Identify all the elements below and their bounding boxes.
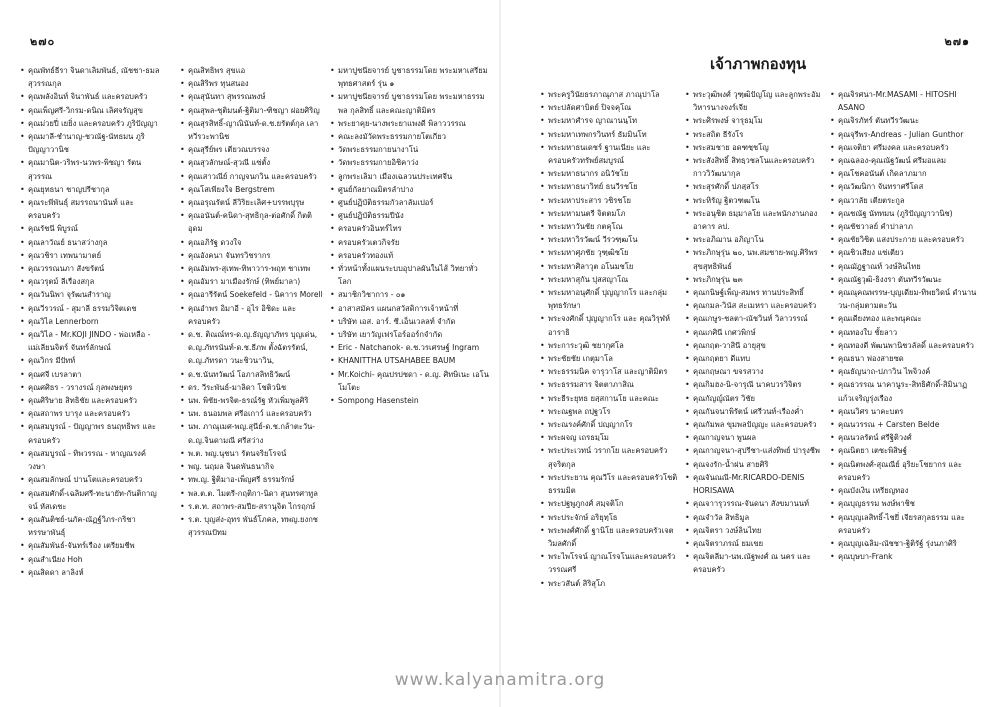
- donor-list-item: • คุณจิรศนา-Mr.MASAMI - HITOSHI ASANO: [830, 88, 980, 114]
- donor-list-item: • คุณนิตพงศ์-สุณณีย์ อุริยะโชยากร และ ครอบครัว: [830, 458, 980, 484]
- donor-list-item: • ร.ต. บุญส่ง-อุทร พันธ์โภคล, ทพญ.ยงกช สุวรรณปัทม: [180, 513, 325, 539]
- donor-list-item: • พระวสันต์ สิริสุโภ: [540, 577, 680, 590]
- donor-list-item: • คุณวันนิพา จุรัฒนสำราญ: [20, 288, 160, 301]
- donor-list-item: • คุณอัมรา มาเมืองรักษ์ (ทิพย์มาลา): [180, 275, 325, 288]
- donor-list-item: • พระผจญ เถรธมฺโม: [540, 431, 680, 444]
- donor-list-item: • พระจงศักดิ์ ปุญญากโร และ คุณวิรุฬห์ อาราธิ: [540, 312, 680, 338]
- donor-list-item: • พระมหาศุภชัย วุฑฺฒิชโย: [540, 246, 680, 259]
- donor-list-item: • บริษัท เอส. อาร์. ซี.เอ็นเวลลท์ จำกัด: [330, 315, 490, 328]
- donor-list-item: • คุณสมบูรณ์ - ปัญญาพร ธนฤทธิพร และ ครอบครัว: [20, 420, 160, 446]
- donor-list-item: • คุณจุรีพร-Andreas - Julian Gunthor: [830, 128, 980, 141]
- donor-list-item: • พระไพโรจน์ ญาณโรจโนและครอบครัววรรณศรี: [540, 550, 680, 576]
- donor-list-item: • คุณสุรีย์พร เตียวณบรรจง: [180, 143, 325, 156]
- left-column-1: [20, 64, 160, 579]
- donor-list-item: • มหาปูชนียจารย์ บูชาธรรมโดย พระมหาเสรียมพุทธศาสตร์ รุ่น ๑: [330, 64, 490, 90]
- donor-list-item: • คุณม่วยปี่ เยยิ่ง และครอบครัว ภูริปัญญา: [20, 117, 160, 130]
- left-column-2: [180, 64, 325, 539]
- donor-list-item: • คุณจาารุวรรณ-จันดนา สังขมานนท์: [685, 497, 825, 510]
- donor-list-item: • คุณนิตยา เตชะพิสิษฐ์: [830, 444, 980, 457]
- donor-list-item: • คุณกัมพล ขุมพลปัญญะ และครอบครัว: [685, 418, 825, 431]
- donor-list-item: • คุณชัยวิชิต แสงประกาย และครอบครัว: [830, 233, 980, 246]
- donor-list-item: • คุณวรุตม์ ลีเรืองสกุล: [20, 275, 160, 288]
- donor-list-item: • คุณสมลักษณ์ ปานโตและครอบครัว: [20, 473, 160, 486]
- donor-list-item: • คุณเกศินี เกศวพิกษ์: [685, 326, 825, 339]
- donor-list-item: • คุณสุรสิทธิ์-ญาณินันท์-ด.ช.ยรัตต์กุล เลาหวีรวะพานิช: [180, 117, 325, 143]
- donor-list-item: • มหาปูชนียจารย์ บูชาธรรมโดย พระมหาธรรมพล กุลสิทธิ์ และคณะญาติมิตร: [330, 90, 490, 116]
- donor-list-item: • คุณวัฒนิกา จันทราศรีโดส: [830, 180, 980, 193]
- donor-list-item: • คุณอารีรัตน์ Soekefeld - นิคาาร Morell: [180, 288, 325, 301]
- donor-list-item: • พระภิกษุรุ่น ๒๓: [685, 273, 825, 286]
- donor-list-item: • บริษัท เยาวัญเฟรโอร์ออร์กจำกัด: [330, 328, 490, 341]
- donor-list-item: • นพ. พิชัย-พรจิต-ธรณ์รัฐ หัวเพิ่มพูลศิริ: [180, 394, 325, 407]
- donor-list-item: • คุณวิกร มีปัทท์: [20, 354, 160, 367]
- donor-list-item: • คุณอำพร อิมาอี - อุไร อิชิดะ และครอบครัว: [180, 302, 325, 328]
- donor-list-item: • คุณเพ็ญศรี-วิกรม-ดนิณ เลิศจรัญสุข: [20, 104, 160, 117]
- donor-list-item: • คุณกิมฮง-นิ-จารุณี นาคบวรวิจิตร: [685, 378, 825, 391]
- donor-list-item: • ครอบครัวทองแท้: [330, 249, 490, 262]
- donor-list-item: • วัดพระธรรมกายนางาโน่: [330, 143, 490, 156]
- donor-list-item: • พระวุฒิพงศ์ วุฑฺฒิปัญโญ และลูกพระอัมวิหารนางจงร์เจีย: [685, 88, 825, 114]
- donor-list-item: • คุณเกษูร-ชลตา-ณัชวินท์ วิลาวรรณ์: [685, 312, 825, 325]
- donor-list-item: • พระสังสิทธิ์ สิทธฺวชลโนและครอบครัวกาววิวัฒนากุล: [685, 154, 825, 180]
- donor-list-item: • ด.ช. ติณณ์ทร-ด.ญ.ธัญญาภัทร บุญเด่น, ด.ญ.ภัทรนันท์-ด.ช.ธีภพ ตั้งฉัตรรัตน์, ด.ญ.ภัทรดา วนะชิวนาวิน,: [180, 328, 325, 368]
- donor-list-item: • คุณสัมพันธ์-จันทร์เรือง เตรียมชีพ: [20, 539, 160, 552]
- donor-list-item: • คุณฌัฎฐาณท์ วงษ์ลินไทย: [830, 260, 980, 273]
- donor-list-item: • Sompong Hasenstein: [330, 394, 490, 407]
- donor-list-item: • คุณธวรรณ นาคานูระ-สิทธิศักดิ์-สิมินาฏ แก้วเจริญรุ่งเรือง: [830, 378, 980, 404]
- donor-list-item: • คุณชัชวาลย์ คำปาลาภ: [830, 220, 980, 233]
- donor-list-item: • พระศิรพงษ์ จารุธมฺโม: [685, 114, 825, 127]
- donor-list-item: • คุณโชคอนันต์ เกิดลาภมาก: [830, 167, 980, 180]
- donor-list-item: • ร.ต.ท. สถาพร-สมปีย-สรานุจิต ไกรฤกษ์: [180, 500, 325, 513]
- donor-list-item: • คุณจงรัก-น้ำฝน สายศิริ: [685, 458, 825, 471]
- donor-list-item: • คุณสิทธิพร สุขแอ: [180, 64, 325, 77]
- donor-list-item: • ดร. วีระพันธ์-มาลิดา โชติวนิช: [180, 381, 325, 394]
- donor-list-item: • พระประเวทน์ วรากโย และครอบครัวสุจริตกุล: [540, 444, 680, 470]
- donor-list-item: • คุณโสเพียงใจ Bergstrem: [180, 183, 325, 196]
- donor-list-item: • คุณกมล-วินัส สะเมหรา และครอบครัว: [685, 299, 825, 312]
- donor-list-item: • คุณนวลรัตน์ ศรีฐิติวงศ์: [830, 431, 980, 444]
- right-column-2: [685, 88, 825, 577]
- donor-list-item: • พระมหาธนากร อนิวัชโย: [540, 167, 680, 180]
- donor-list-item: • คุณวิไล - Mr.KOJI JINDO - พ่อเหลือ - แม่เลียนจิตร์ จันทร์ลักษณ์: [20, 328, 160, 354]
- donor-list-item: • คุณสุวลักษณ์-สุวณี แซ่ตั้ง: [180, 156, 325, 169]
- donor-list-item: • คุณจันณณี-Mr.RICARDO-DENIS HORISAWA: [685, 471, 825, 497]
- donor-list-item: • คุณบุษบา-Frank: [830, 550, 980, 563]
- donor-list-item: • คุณสันติชย์-นภัค-ณัฏฐ์วิภร-กริชา หรรษาพันธุ์: [20, 513, 160, 539]
- donor-list-item: • พระอนุชิต ธมฺมาลโย และพนักงานกองอาคาร ลป.: [685, 207, 825, 233]
- donor-list-item: • พระธีระยุทธ ยสฺสกานโย และคณะ: [540, 392, 680, 405]
- donor-list-item: • พระการะวุฒิ ชยากุศโล: [540, 339, 680, 352]
- donor-list-item: • ด.ช.นันทวัฒน์ โอภาสลิทธิวัฒน์: [180, 368, 325, 381]
- watermark: www.kalyanamitra.org: [394, 670, 606, 690]
- donor-list-item: • คุณนวิศร นาคะบตร: [830, 405, 980, 418]
- donor-list-item: • คุณอรุณรัตน์ ลีวิริยะเลิศ+บรรพบุรุษ: [180, 196, 325, 209]
- donor-list-item: • คุณกฤษณา ขจรสวาง: [685, 365, 825, 378]
- donor-list-item: • คุณสิริพร ทุนสนอง: [180, 77, 325, 90]
- donor-list-item: • คุณเสาวณีย์ กาญจนกวิน และครอบครัว: [180, 170, 325, 183]
- donor-list-item: • คุณทองใบ ชั้ยลาว: [830, 326, 980, 339]
- donor-list-item: • พระพงศ์ศักดิ์ ฐานิโย และครอบครัวเจตวิมลศักดิ์: [540, 524, 680, 550]
- donor-list-item: • พระประยาน คุณวีโร และครอบครัวโชติธรรมมิต: [540, 471, 680, 497]
- donor-list-item: • คุณเจติยา ศรีมงคล และครอบครัว: [830, 141, 980, 154]
- donor-list-item: • พระมหาธนาวิทย์ ธนวีรชโย: [540, 180, 680, 193]
- donor-list-item: • ทพ.ญ. ฐิติมาอ-เพ็ญศรี ธรรมรักษ์: [180, 473, 325, 486]
- donor-list-item: • คุณวชิรา เทพนามาตย์: [20, 249, 160, 262]
- donor-list-item: • พระปฐพูภูกงศ์ สมฺจติโก: [540, 497, 680, 510]
- donor-list-item: • พระมหาธนเดชร์ ฐานเนียะ และครอบครัวทรัพย์สมบูรณ์: [540, 141, 680, 167]
- donor-list-item: • พญ. นฤมล จินดพันธนากิจ: [180, 460, 325, 473]
- donor-list-item: • ครอบครัวเตวกิจรัย: [330, 236, 490, 249]
- donor-list-item: • ศูนย์ปฏิบัติธรรมปีนัง: [330, 209, 490, 222]
- left-column-3: [330, 64, 490, 407]
- donor-list-item: • คุณลาวัณย์ ธนาสว่างกุล: [20, 236, 160, 249]
- donor-list-item: • นพ. ภาณุเมศ-พญ.สุนีย์-ด.ช.กล้าตะวัน-ด.ญ.จินดามณี ศรีสว่าง: [180, 420, 325, 446]
- donor-list-item: • พระชัยชัย เกตุมาโล: [540, 352, 680, 365]
- donor-list-item: • สมาชิกวิชาการ - ๐๑: [330, 288, 490, 301]
- donor-list-item: • พระธรรมสาร จิตตาภาสิณ: [540, 378, 680, 391]
- donor-list-item: • คุณสำเนียง Hoh: [20, 553, 160, 566]
- donor-list-item: • ทั่วหน้าทั้งแผนระบบอุปาลผันในไส้ วิทยาทั่วโลก: [330, 262, 490, 288]
- donor-list-item: • คุณศศิธร - วรางรณ์ กุลพงษยุตร: [20, 381, 160, 394]
- donor-list-item: • วัดพระธรรมกายอิชิคาว่ง: [330, 156, 490, 169]
- donor-list-item: • คุณอัมพร-สุเทพ-ทิพาวาร-พฤท ชาเทพ: [180, 262, 325, 275]
- donor-list-item: • คุณมานิต-วริพร-นวพร-พิชญา รัตนสุวรรณ: [20, 156, 160, 182]
- donor-list-item: • คุณอนันต์-คนิดา-สุทธิกุล-ต่อศักดิ์ กิตติอุดม: [180, 209, 325, 235]
- donor-list-item: • พระมหาประสาร วชิรชโย: [540, 194, 680, 207]
- donor-list-item: • คุณกนิษฐ์เพ็ญ-สมพร ทานประสิทธิ์: [685, 286, 825, 299]
- section-title: เจ้าภาพกองทุน: [710, 55, 807, 73]
- donor-list-item: • คุณวาลัย เตียตระกูล: [830, 194, 980, 207]
- donor-list-item: • KHANITTHA UTSAHABEE BAUM: [330, 354, 490, 367]
- donor-list-item: • คุณธนา ฟองสายซด: [830, 352, 980, 365]
- donor-list-item: • คุณศิริษาย สิทธิชัย และครอบครัว: [20, 394, 160, 407]
- donor-list-item: • คุณอังคนา จันทรวิชรากร: [180, 249, 325, 262]
- donor-list-item: • คุณมาลี-ชำนาญ-ชวณัฐ-นัทธมน ภูริปัญญาวานิช: [20, 130, 160, 156]
- donor-list-item: • พระมหาวันชัย กตคุโณ: [540, 220, 680, 233]
- donor-list-item: • พระมหาอนุศักดิ์ ปุญญากโร และกลุ่มพุทธรักษา: [540, 286, 680, 312]
- donor-list-item: • คุณชณัฐ นัททมน (ภูริปัญญาวานิช): [830, 207, 980, 220]
- donor-list-item: • คุณกันจนาพิรัตน์ เศรีวนท์-เรืองค่ำ: [685, 405, 825, 418]
- donor-list-item: • พ.ต. พญ.นุชนา รัตนจริยโรจน์: [180, 447, 325, 460]
- donor-list-item: • คุณณัฐวุฒิ-ธิงงรา ตันทวีรวัฒนะ: [830, 273, 980, 286]
- donor-list-item: • พระธรรมนิค จารุวาโส และญาติมิตร: [540, 365, 680, 378]
- donor-list-item: • คุณบุญเลสิทธิ์-ไชยี่ เจียรสกุลธรรม และครอบครัว: [830, 511, 980, 537]
- donor-list-item: • คุณสมบูรณ์ - ทิพวรรณ - หาญณรงค์ วงษา: [20, 447, 160, 473]
- right-column-3: [830, 88, 980, 563]
- donor-list-item: • คุณพัทธ์ธีรา จินดาเลิมพันธ์, ณัชชา-ธมล สุวรรณกุล: [20, 64, 160, 90]
- donor-list-item: • พระมหาศิลาวุต อโนมชโย: [540, 260, 680, 273]
- donor-list-item: • พระยาคุย-นางพระยาแพงดี พิลาววรรณ: [330, 117, 490, 130]
- donor-list-item: • คุณศจี เบรลาตา: [20, 368, 160, 381]
- donor-list-item: • พระมหาวิรวัฒน์ วีรวฑฺฒโน: [540, 233, 680, 246]
- donor-list-item: • นพ. ธนอมพล ศรีอเกาว์ และครอบครัว: [180, 407, 325, 420]
- donor-list-item: • พระครูวินัยธรภาณุภาส ภาณุปาโล: [540, 88, 680, 101]
- donor-list-item: • คุณจำวัล สิทธิมูล: [685, 511, 825, 524]
- donor-list-item: • พระมหาเทพกรวินทร์ ธัมมินโท: [540, 128, 680, 141]
- donor-list-item: • พระณรงค์ศักดิ์ ปญฺญากโร: [540, 418, 680, 431]
- donor-list-item: • Eric - Natchanok- ด.ช.วรเศรษฐ์ Ingram: [330, 341, 490, 354]
- donor-list-item: • พระสุรศักดิ์ ปภสฺสโร: [685, 180, 825, 193]
- donor-list-item: • พระอภิฌาน อภิญาโน: [685, 233, 825, 246]
- donor-list-item: • คณะลงมัวัดพระธรรมกายโตเกียว: [330, 130, 490, 143]
- donor-list-item: • คุณธัญนาถ-ปภาวิน ไพจิวงค์: [830, 365, 980, 378]
- donor-list-item: • คุณสิดดา ลาลิงห์: [20, 566, 160, 579]
- donor-list-item: • คุณจิตรา วงษ์ลินไทย: [685, 524, 825, 537]
- donor-list-item: • พล.ต.ต. ไมตรี-กฤติกา-นิดา สุนทรศาทูล: [180, 487, 325, 500]
- donor-list-item: • คุณชิวเสียง แซ่เตียว: [830, 246, 980, 259]
- donor-list-item: • พระมหาสุกัน ปุสสญาโณ: [540, 273, 680, 286]
- left-page-number: ๒๗๐: [30, 35, 56, 48]
- donor-list-item: • คุณสถาพร บารุง และครอบครัว: [20, 407, 160, 420]
- donor-list-item: • คุณวรรณนภา สังขรัตน์: [20, 262, 160, 275]
- donor-list-item: • คุณณุคณพรรษ-บุญเดียม-ทิพยวิดน์ ดำนานวน-กลุ่มตามตะวัน: [830, 286, 980, 312]
- donor-list-item: • คุณระพีพันธุ์ สมรรถนานันท์ และครอบครัว: [20, 196, 160, 222]
- right-page-number: ๒๗๑: [944, 35, 970, 48]
- donor-list-item: • ศูนย์ปฏิบัติธรรมกัวลาลัมเปอร์: [330, 196, 490, 209]
- donor-list-item: • พระมหามนตรี จิตตมโภ: [540, 207, 680, 220]
- donor-list-item: • พระสมชาย อดฑชฺชโญ: [685, 141, 825, 154]
- donor-list-item: • คุณเดียงทอง และพนุคณะ: [830, 312, 980, 325]
- donor-list-item: • คุณบุญเฉลิม-ณัชชา-ฐิติรัฐ์ รุ่งนภาศิริ: [830, 537, 980, 550]
- donor-list-item: • คุณกฤต-วาสินี อายุสุข: [685, 339, 825, 352]
- donor-list-item: • Mr.Koichi- คุณปรปชดา - ด.ญ. ศิทษิเนะ เอโนโมโตะ: [330, 368, 490, 394]
- donor-list-item: • พระณฐพล ถปฺฐวโร: [540, 405, 680, 418]
- donor-list-item: • พระมหาศำรจ ญาณานนฺโท: [540, 114, 680, 127]
- donor-list-item: • คุณบุญธรรม พงษ์พาชิช: [830, 497, 980, 510]
- donor-list-item: • คุณสุนันทา สุพรรณพงษ์: [180, 90, 325, 103]
- donor-list-item: • คุณสุพล-ชุติมนต์-ฐิติมา-ฑิชญา ฝอยศิริญ: [180, 104, 325, 117]
- donor-list-item: • พระปลัดศาบิตย์ ปิจจคุโณ: [540, 101, 680, 114]
- donor-list-item: • คุณพลังอินท์ จินาพันธ์ และครอบครัว: [20, 90, 160, 103]
- donor-list-item: • คุณวีรวรณ์ - สุมาลี ธรรมวิจิตเดช: [20, 302, 160, 315]
- donor-list-item: • คุณยุทธนา ชาญปรีชากุล: [20, 183, 160, 196]
- donor-list-item: • คุณอภิรัฐ ดวงใจ: [180, 236, 325, 249]
- donor-list-item: • พระประจักษ์ อริยุทฺโธ: [540, 511, 680, 524]
- donor-list-item: • คุณกาญจนา-สุปรีชา-แส่งทิพย์ ปารุงชีพ: [685, 444, 825, 457]
- donor-list-item: • คุณกฤตยา ดีแทบ: [685, 352, 825, 365]
- donor-list-item: • คุณจิตราภรณ์ ยมเขย: [685, 537, 825, 550]
- donor-list-item: • ลูกพระเลิมา เมืองเฉลวนประเทศจีน: [330, 170, 490, 183]
- donor-list-item: • คุณฉลอง-คุณณัฐวัฒน์ ศรีมอแลม: [830, 154, 980, 167]
- right-page: [500, 0, 1000, 707]
- donor-list-item: • ศูนย์กัลยาณมิตรลำปาง: [330, 183, 490, 196]
- donor-list-item: • ครอบครัวอินทร์ไทร: [330, 222, 490, 235]
- donor-list-item: • คุณรัชนี พิบูรณ์: [20, 222, 160, 235]
- donor-list-item: • คุณกาญจนา พูนผล: [685, 431, 825, 444]
- donor-list-item: • คุณสมศักดิ์-เฉลิมศรี-ทะนายัท-กันติกาญจน์ หัสเดชะ: [20, 487, 160, 513]
- donor-list-item: • อาสาสมัคร แผนกสวัสดิการเจ้าหน้าที่: [330, 302, 490, 315]
- donor-list-item: • คุณวิไล Lennerborn: [20, 315, 160, 328]
- right-column-1: [540, 88, 680, 590]
- donor-list-item: • คุณนวรรณ + Carsten Belde: [830, 418, 980, 431]
- donor-list-item: • คุณกัญญ์ณัตร วิชัย: [685, 392, 825, 405]
- donor-list-item: • พระสถิต ธีรังโร: [685, 128, 825, 141]
- donor-list-item: • พระหิรัญ ฐิตวฑฒโน: [685, 194, 825, 207]
- donor-list-item: • พระภิกษุรุ่น ๒๐, นพ.สมชาย-พญ.ศิริพร สุขสุทธิพันธ์: [685, 246, 825, 272]
- donor-list-item: • คุณทองดี พัฒนพานิชวลัลดิ์ และครอบครัว: [830, 339, 980, 352]
- donor-list-item: • คุณจิรภัทร์ ตันทวีรวัฒนะ: [830, 114, 980, 127]
- donor-list-item: • คุณจิตลีมา-นพ.ณัฐพงศ์ ณ นคร และครอบครัว: [685, 550, 825, 576]
- donor-list-item: • คุณบังเงิน เหรียญทอง: [830, 484, 980, 497]
